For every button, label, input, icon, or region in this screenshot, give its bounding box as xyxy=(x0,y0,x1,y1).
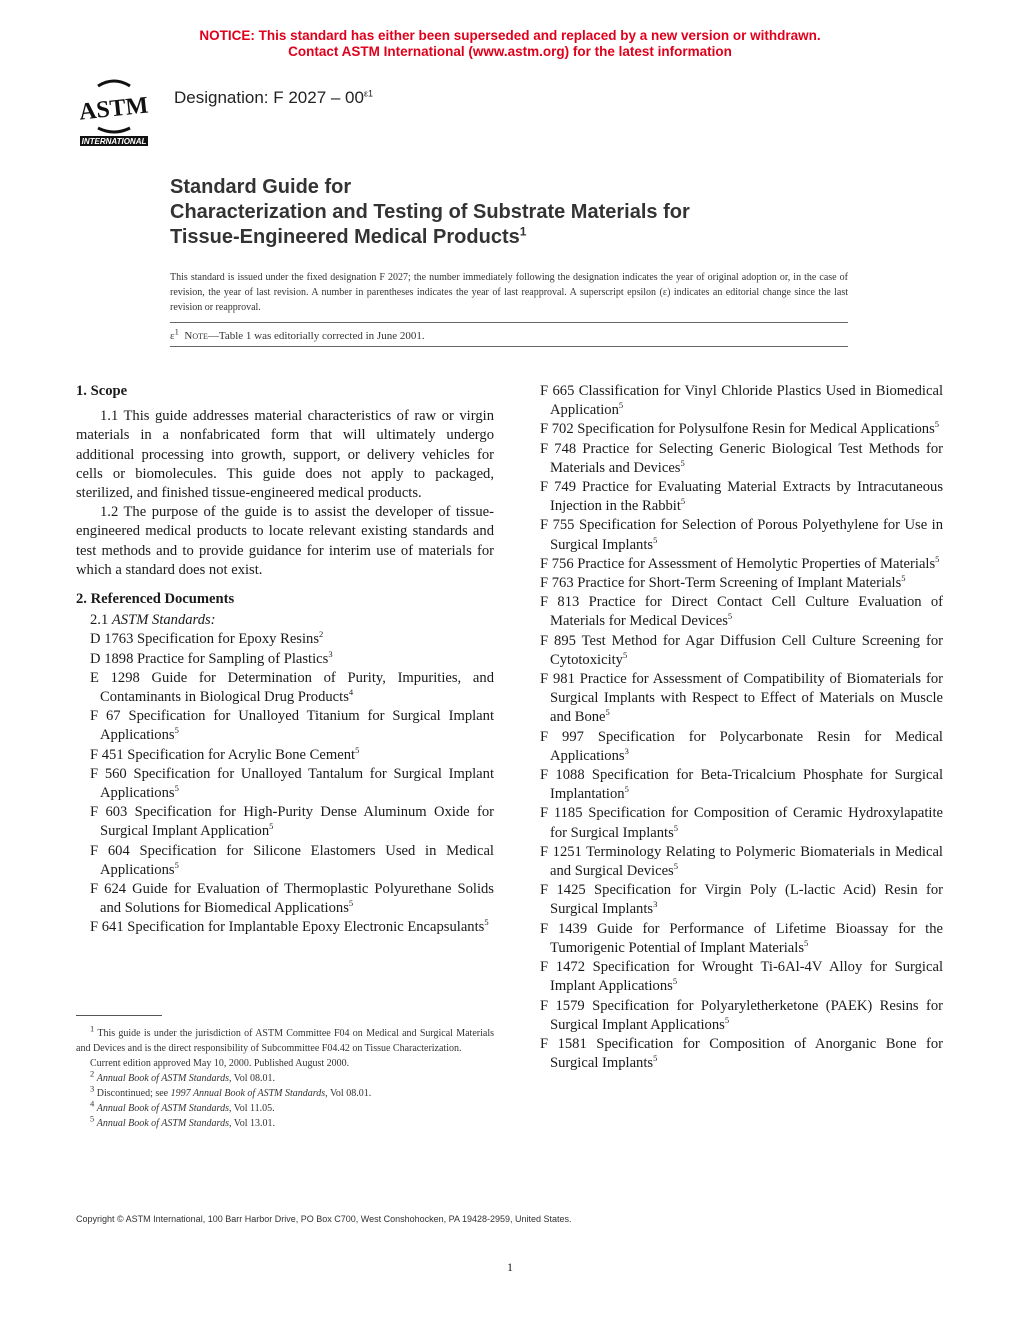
reference-item xyxy=(540,766,943,804)
reference-footnote-ref: 5 xyxy=(618,400,624,411)
fn4-rest: , Vol 11.05. xyxy=(228,1103,275,1114)
title-line-3-text: Tissue-Engineered Medical Products xyxy=(170,226,520,248)
reference-footnote-ref: 5 xyxy=(174,725,179,736)
right-column xyxy=(540,382,943,1073)
reference-item xyxy=(540,516,943,554)
subsection-title: ASTM Standards: xyxy=(111,612,216,629)
fn3-pre: Discontinued; see xyxy=(96,1088,171,1099)
subsection-number: 2.1 xyxy=(90,612,112,629)
footnote-1b: Current edition approved May 10, 2000. Published August 2000. xyxy=(90,1058,350,1069)
designation-label: Designation: F 2027 – 00 xyxy=(174,88,364,107)
reference-footnote-ref: 3 xyxy=(624,746,629,756)
reference-text: E 1298 Guide for Determination of Purity, Impurities, and Contaminants in Biological Drug Products xyxy=(90,669,494,706)
editorial-note xyxy=(170,326,425,342)
note-eps: ε xyxy=(170,330,175,342)
reference-text: D 1898 Practice for Sampling of Plastics xyxy=(90,650,329,667)
reference-item xyxy=(540,555,943,574)
reference-footnote-ref: 3 xyxy=(653,899,658,910)
fn1-sup: 1 xyxy=(90,1023,95,1034)
note-label: Note xyxy=(184,330,208,342)
fn3-title: 1997 Annual Book of ASTM Standards xyxy=(170,1088,326,1099)
reference-item xyxy=(76,842,494,880)
reference-text: F 1088 Specification for Beta-Tricalcium Phosphate for Surgical Implantation xyxy=(540,767,943,803)
reference-item xyxy=(540,728,943,766)
subsection-astm-standards xyxy=(76,611,494,630)
reference-footnote-ref: 5 xyxy=(724,1014,730,1025)
reference-footnote-ref: 5 xyxy=(355,744,360,755)
reference-text: F 981 Practice for Assessment of Compatibility of Biomaterials for Surgical Implants with Respect to Effect of Materials on Muscle and Bone xyxy=(540,671,943,726)
reference-item xyxy=(76,746,494,765)
reference-text: F 604 Specification for Silicone Elastomers Used in Medical Applications xyxy=(90,842,494,878)
reference-footnote-ref: 5 xyxy=(622,649,628,660)
note-text: —Table 1 was editorially corrected in June 2001. xyxy=(207,330,425,342)
fn5-sup: 5 xyxy=(90,1113,95,1124)
footnote-5 xyxy=(76,1113,494,1131)
footnotes xyxy=(76,1023,494,1131)
issuance-statement: This standard is issued under the fixed designation F 2027; the number immediately following the designation indicates the year of original adoption or, in the case of revision, the year of last revision. A number in parentheses indicates the year of last reapproval. A superscript epsilon (ε) indicates an editorial change since the last revision or reapproval. xyxy=(170,272,848,313)
reference-item xyxy=(76,918,494,937)
reference-text: F 702 Specification for Polysulfone Resin for Medical Applications xyxy=(540,421,935,438)
fn5-rest: , Vol 13.01. xyxy=(228,1118,276,1129)
reference-item xyxy=(540,997,943,1035)
reference-footnote-ref: 5 xyxy=(935,553,940,564)
reference-text: F 997 Specification for Polycarbonate Resin for Medical Applications xyxy=(540,728,943,764)
footnote-4 xyxy=(76,1098,494,1116)
logo-subtext: INTERNATIONAL xyxy=(81,137,147,146)
reference-footnote-ref: 5 xyxy=(605,707,610,718)
reference-text: F 1185 Specification for Composition of Ceramic Hydroxylapatite for Surgical Implants xyxy=(540,805,943,841)
section-heading-referenced-documents: 2. Referenced Documents xyxy=(76,591,235,608)
fn3-rest: , Vol 08.01. xyxy=(325,1088,372,1099)
section-heading-scope: 1. Scope xyxy=(76,383,128,399)
reference-item xyxy=(540,632,943,670)
reference-footnote-ref: 5 xyxy=(624,784,629,795)
reference-text: F 748 Practice for Selecting Generic Biological Test Methods for Materials and Devices xyxy=(540,440,943,476)
reference-text: F 1439 Guide for Performance of Lifetime Bioassay for the Tumorigenic Potential of Implant Materials xyxy=(540,920,943,956)
reference-text: F 665 Classification for Vinyl Chloride Plastics Used in Biomedical Application xyxy=(540,383,943,419)
astm-logo-icon xyxy=(68,76,160,148)
reference-text: F 763 Practice for Short-Term Screening of Implant Materials xyxy=(540,575,902,592)
reference-footnote-ref: 5 xyxy=(680,457,685,468)
footnote-1 xyxy=(76,1023,494,1056)
reference-text: F 1472 Specification for Wrought Ti-6Al-4V Alloy for Surgical Implant Applications xyxy=(540,959,943,995)
reference-item xyxy=(76,669,494,707)
reference-footnote-ref: 5 xyxy=(174,860,179,871)
reference-item xyxy=(540,478,943,516)
left-column xyxy=(76,382,494,938)
fn1-text: This guide is under the jurisdiction of ASTM Committee F04 on Medical and Surgical Materials and Devices and is the direct responsibility of Subcommittee F04.42 on Tissue Characterization. xyxy=(76,1028,494,1054)
reference-item xyxy=(76,765,494,803)
logo-wordmark: ASTM xyxy=(77,92,150,126)
fn4-title: Annual Book of ASTM Standards xyxy=(96,1103,229,1114)
document-title xyxy=(170,175,930,250)
reference-item xyxy=(76,630,494,649)
title-line-1: Standard Guide for xyxy=(170,176,352,198)
notice-line-2: Contact ASTM International (www.astm.org) for the latest information xyxy=(288,44,732,59)
footnote-3 xyxy=(76,1083,494,1101)
right-reference-list xyxy=(540,382,943,1073)
divider-bottom xyxy=(170,346,848,347)
reference-item xyxy=(76,650,494,669)
footnote-2 xyxy=(76,1068,494,1086)
reference-footnote-ref: 2 xyxy=(319,629,324,640)
fn2-rest: , Vol 08.01. xyxy=(228,1073,276,1084)
reference-footnote-ref: 5 xyxy=(804,938,809,949)
reference-text: F 451 Specification for Acrylic Bone Cement xyxy=(90,746,356,763)
title-line-2: Characterization and Testing of Substrate Materials for xyxy=(170,201,690,223)
reference-item xyxy=(540,593,943,631)
reference-footnote-ref: 5 xyxy=(484,917,489,928)
left-reference-list xyxy=(76,630,494,937)
reference-item xyxy=(76,707,494,745)
reference-footnote-ref: 5 xyxy=(269,821,274,832)
reference-item xyxy=(540,1035,943,1073)
reference-footnote-ref: 5 xyxy=(653,534,658,545)
reference-text: F 1425 Specification for Virgin Poly (L-lactic Acid) Resin for Surgical Implants xyxy=(540,882,943,918)
designation xyxy=(174,88,373,108)
reference-text: F 1579 Specification for Polyaryletherketone (PAEK) Resins for Surgical Implant Applications xyxy=(540,997,943,1033)
reference-item xyxy=(76,880,494,918)
paragraph-1-2: 1.2 The purpose of the guide is to assist the developer of tissue-engineered medical products to locate relevant existing standards and test methods and to provide guidance for interim use of materials for which a standard does not exist. xyxy=(76,504,494,578)
reference-text: F 813 Practice for Direct Contact Cell Culture Evaluation of Materials for Medical Devices xyxy=(540,594,943,630)
reference-item xyxy=(540,881,943,919)
footnote-divider xyxy=(76,1015,162,1016)
reference-item xyxy=(540,574,943,593)
reference-footnote-ref: 5 xyxy=(174,783,179,794)
reference-footnote-ref: 5 xyxy=(673,822,679,833)
reference-item xyxy=(540,920,943,958)
reference-item xyxy=(76,803,494,841)
reference-item xyxy=(540,804,943,842)
fn5-title: Annual Book of ASTM Standards xyxy=(96,1118,229,1129)
fn3-sup: 3 xyxy=(90,1083,95,1094)
reference-footnote-ref: 5 xyxy=(680,496,686,507)
reference-footnote-ref: 3 xyxy=(328,648,333,659)
divider-top xyxy=(170,322,848,323)
reference-item xyxy=(540,420,943,439)
reference-item xyxy=(540,382,943,420)
page-number: 1 xyxy=(507,1260,513,1274)
note-sup: 1 xyxy=(174,326,179,337)
reference-text: F 641 Specification for Implantable Epoxy Electronic Encapsulants xyxy=(90,919,485,936)
fn4-sup: 4 xyxy=(90,1098,95,1109)
title-line-3 xyxy=(170,225,930,250)
reference-text: F 749 Practice for Evaluating Material Extracts by Intracutaneous Injection in the Rabbit xyxy=(540,479,943,515)
reference-item xyxy=(540,958,943,996)
designation-sup: ε1 xyxy=(363,88,373,99)
reference-text: F 67 Specification for Unalloyed Titanium for Surgical Implant Applications xyxy=(90,708,494,744)
fn2-sup: 2 xyxy=(90,1068,95,1079)
reference-text: F 624 Guide for Evaluation of Thermoplastic Polyurethane Solids and Solutions for Biomedical Applications xyxy=(90,881,494,917)
reference-footnote-ref: 4 xyxy=(348,687,354,698)
reference-footnote-ref: 5 xyxy=(901,573,906,584)
withdrawal-notice xyxy=(0,28,1020,60)
reference-footnote-ref: 5 xyxy=(727,611,733,622)
notice-line-1: NOTICE: This standard has either been superseded and replaced by a new version or withdrawn. xyxy=(199,28,821,43)
reference-footnote-ref: 5 xyxy=(672,976,678,987)
reference-text: F 756 Practice for Assessment of Hemolytic Properties of Materials xyxy=(540,555,936,572)
reference-footnote-ref: 5 xyxy=(348,898,354,909)
reference-text: F 895 Test Method for Agar Diffusion Cell Culture Screening for Cytotoxicity xyxy=(540,632,943,668)
title-footnote-ref: 1 xyxy=(519,224,527,239)
copyright: Copyright © ASTM International, 100 Barr Harbor Drive, PO Box C700, West Conshohocken, PA 19428-2959, United States. xyxy=(76,1214,572,1224)
reference-text: F 755 Specification for Selection of Porous Polyethylene for Use in Surgical Implants xyxy=(540,517,943,553)
paragraph-1-1: 1.1 This guide addresses material characteristics of raw or virgin materials in a nonfabricated form that will ultimately undergo additional processing into growth, support, or delivery vehicles for cells or biomolecules. This guide does not apply to packaged, sterilized, and finished tissue-engineered medical products. xyxy=(76,408,494,502)
reference-text: F 603 Specification for High-Purity Dense Aluminum Oxide for Surgical Implant Application xyxy=(90,804,494,840)
reference-footnote-ref: 5 xyxy=(934,419,940,430)
reference-item xyxy=(540,843,943,881)
reference-footnote-ref: 5 xyxy=(653,1053,658,1064)
reference-text: F 1251 Terminology Relating to Polymeric Biomaterials in Medical and Surgical Devices xyxy=(540,843,943,880)
reference-text: F 1581 Specification for Composition of Anorganic Bone for Surgical Implants xyxy=(540,1035,943,1072)
reference-text: F 560 Specification for Unalloyed Tantalum for Surgical Implant Applications xyxy=(90,765,494,802)
fn2-title: Annual Book of ASTM Standards xyxy=(96,1073,229,1084)
reference-item xyxy=(540,670,943,728)
reference-footnote-ref: 5 xyxy=(673,861,678,872)
reference-item xyxy=(540,440,943,478)
reference-text: D 1763 Specification for Epoxy Resins xyxy=(90,631,320,648)
